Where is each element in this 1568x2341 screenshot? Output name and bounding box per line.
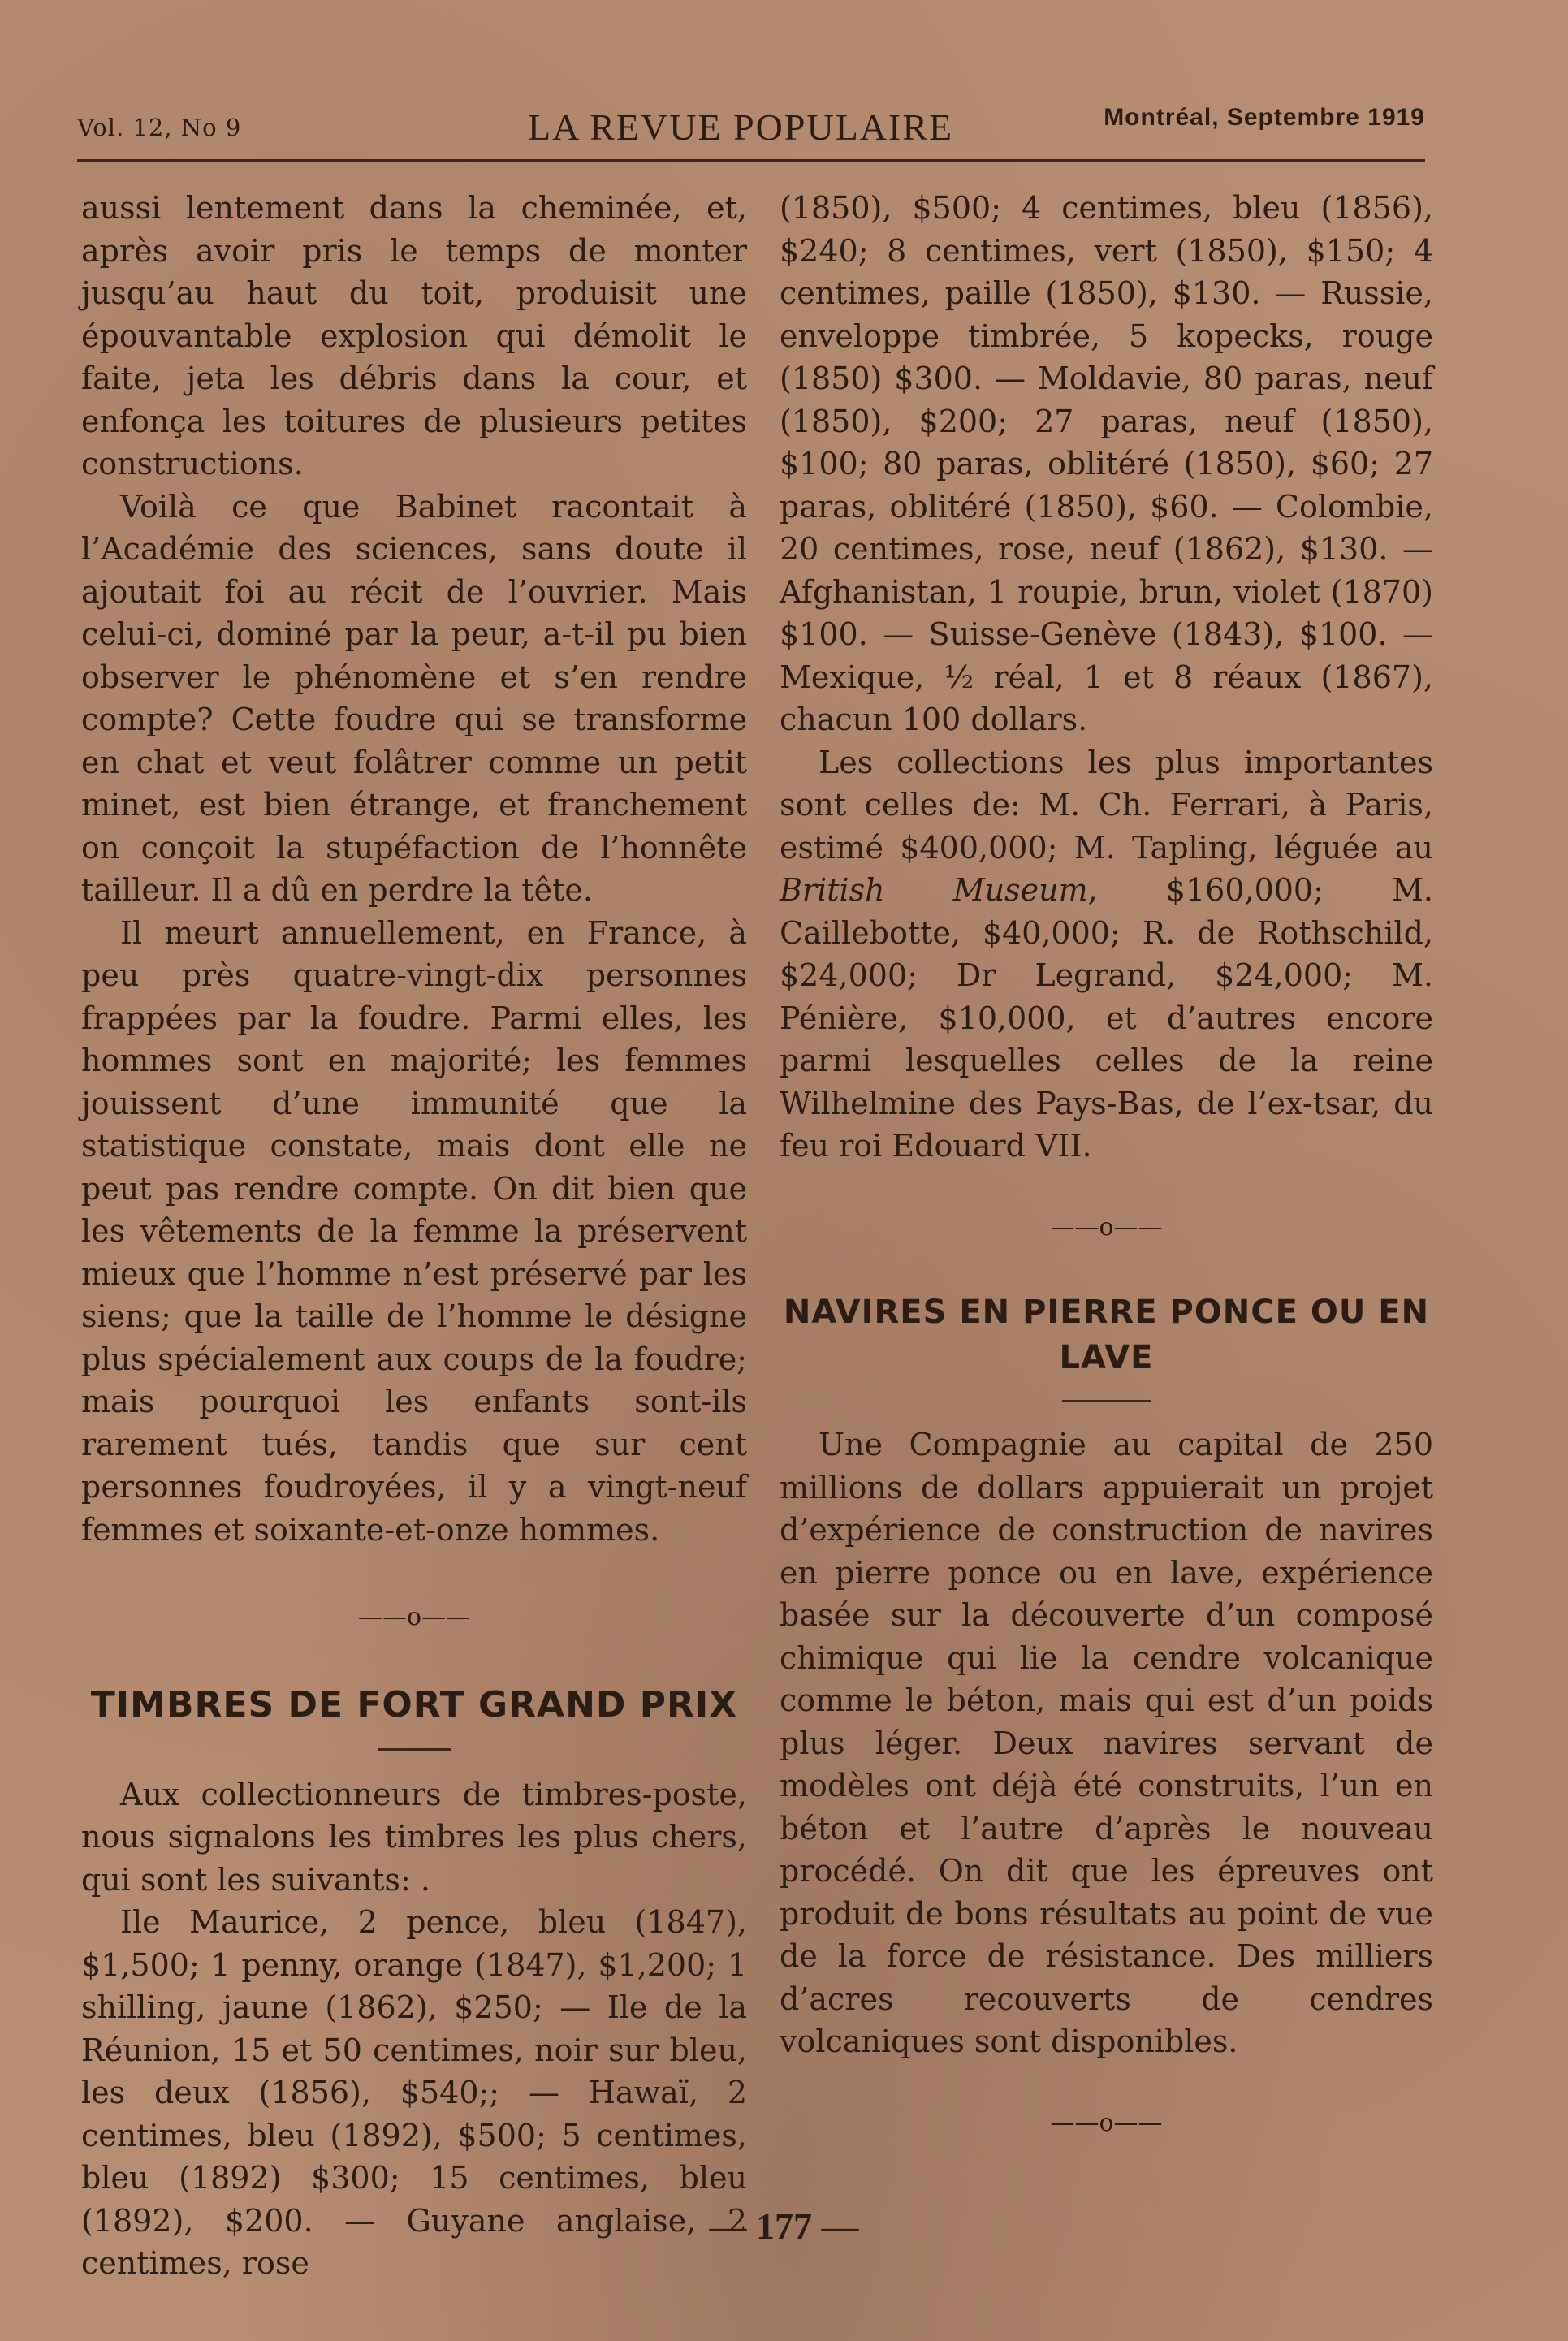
heading-rule-right (1062, 1400, 1151, 1402)
right-paragraph-2-text-c: , $160,000; M. Caillebotte, $40,000; R. de Rothschild, $24,000; Dr Legrand, $24,000; M. Pénière, $10,000, et d’autres encore parmi lesquelles celles de la reine Wilhelmine des Pays-Bas, de l’ex-tsar, du feu roi Edouard VII. (780, 872, 1433, 1164)
right-paragraph-3: Une Compagnie au capital de 250 millions de dollars appuierait un projet d’expérience de construction de navires en pierre ponce ou en lave, expérience basée sur la découverte d’un composé chimique qui lie la cendre volcanique comme le béton, mais qui est d’un poids plus léger. Deux navires servant de modèles ont déjà été construits, l’un en béton et l’autre d’après le nouveau procédé. On dit que les épreuves ont produit de bons résultats au point de vue de la force de résistance. Des milliers d’acres recouverts de cendres volcaniques sont disponibles. (780, 1427, 1433, 2059)
left-paragraph-4: Aux collectionneurs de timbres-poste, nous signalons les timbres les plus chers, qui sont les suivants: . (81, 1776, 747, 1898)
header-rule (77, 159, 1425, 162)
journal-title: LA REVUE POPULAIRE (528, 106, 954, 148)
page-header (77, 104, 1425, 153)
left-paragraph-3: Il meurt annuellement, en France, à peu près quatre-vingt-dix personnes frappées par la foudre. Parmi elles, les hommes sont en majorité; les femmes jouissent d’une immunité que la statistique constate, mais dont elle ne peut pas rendre compte. On dit bien que les vêtements de la femme la préservent mieux que l’homme n’est préservé par les siens; que la taille de l’homme le désigne plus spécialement aux coups de la foudre; mais pourquoi les enfants sont-ils rarement tués, tandis que sur cent personnes foudroyées, il y a vingt-neuf femmes et soixante-et-onze hommes. (81, 914, 747, 1548)
article-heading-navires: NAVIRES EN PIERRE PONCE OU EN LAVE (783, 1294, 1430, 1376)
right-paragraph-1: (1850), $500; 4 centimes, bleu (1856), $240; 8 centimes, vert (1850), $150; 4 centimes, paille (1850), $130. — Russie, enveloppe timbrée, 5 kopecks, rouge (1850) $300. — Moldavie, 80 paras, neuf (1850), $200; 27 paras, neuf (1850), $100; 80 paras, oblitéré (1850), $60; 27 paras, oblitéré (1850), $60. — Colombie, 20 centimes, rose, neuf (1862), $130. — Afghanistan, 1 roupie, brun, violet (1870) $100. — Suisse-Genève (1843), $100. — Mexique, ½ réal, 1 et 8 réaux (1867), chacun 100 dollars. (780, 190, 1433, 737)
british-museum-italic: British Museum (780, 872, 1088, 908)
right-paragraph-2-text-a: Les collections les plus importantes sont celles de: M. Ch. Ferrari, à Paris, estimé $400,000; M. Tapling, léguée au (780, 744, 1433, 866)
left-column (81, 187, 747, 2285)
right-column (780, 187, 1433, 2185)
section-separator: ——o—— (357, 1603, 471, 1631)
end-separator: ——o—— (1050, 2108, 1163, 2137)
left-paragraph-1: aussi lentement dans la cheminée, et, après avoir pris le temps de monter jusqu’au haut du toit, produisit une épouvantable explosion qui démolit le faite, jeta les débris dans la cour, et enfonça les toitures de plusieurs petites constructions. (81, 190, 747, 482)
article-heading-timbres: TIMBRES DE FORT GRAND PRIX (90, 1683, 738, 1726)
heading-rule (378, 1748, 451, 1751)
section-separator-right: ——o—— (1050, 1212, 1163, 1242)
page-number: — 177 — (709, 2205, 859, 2247)
issue-date: Montréal, Septembre 1919 (1104, 104, 1425, 131)
volume-number: Vol. 12, No 9 (77, 114, 242, 141)
left-paragraph-5: Ile Maurice, 2 pence, bleu (1847), $1,500; 1 penny, orange (1847), $1,200; 1 shilling, jaune (1862), $250; — Ile de la Réunion, 15 et 50 centimes, noir sur bleu, les deux (1856), $540;; — Hawaï, 2 centimes, bleu (1892), $500; 5 centimes, bleu (1892) $300; 15 centimes, bleu (1892), $200. — Guyane anglaise, 2 centimes, rose (81, 1904, 747, 2281)
left-paragraph-2: Voilà ce que Babinet racontait à l’Académie des sciences, sans doute il ajoutait foi au récit de l’ouvrier. Mais celui-ci, dominé par la peur, a-t-il pu bien observer le phénomène et s’en rendre compte? Cette foudre qui se transforme en chat et veut folâtrer comme un petit minet, est bien étrange, et franchement on conçoit la stupéfaction de l’honnête tailleur. Il a dû en perdre la tête. (81, 488, 747, 908)
right-paragraph-2 (780, 741, 1433, 1168)
